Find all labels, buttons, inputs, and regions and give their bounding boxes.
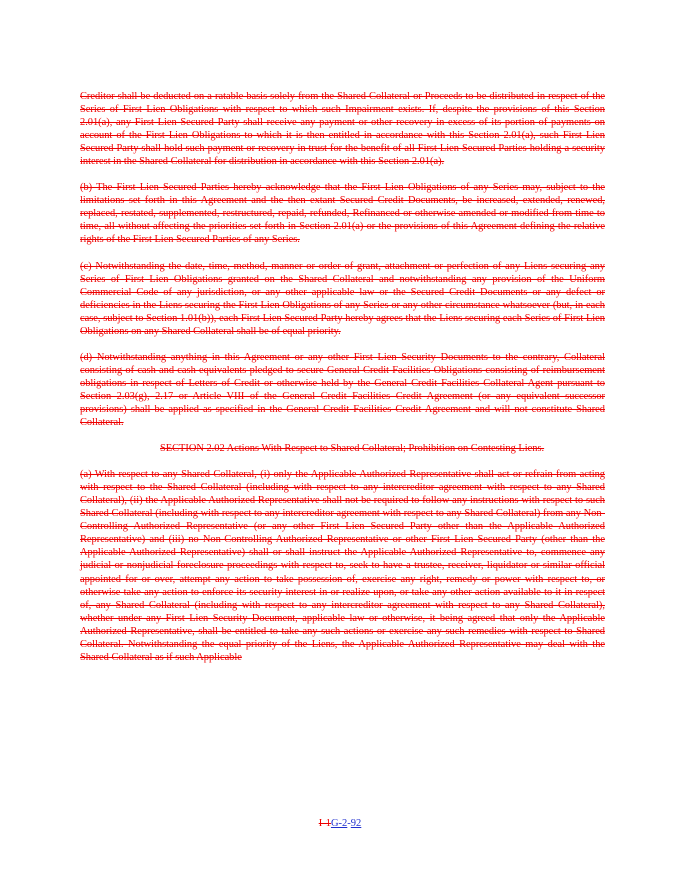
paragraph-c: (c) Notwithstanding the date, time, method, manner or order of grant, attachment or perfection of any Liens securing any Series of First Lien Obligations granted on the Shared Collateral and notwithstanding any provision of the Uniform Commercial Code of any jurisdiction, or any other applicable law or the Secured Credit Documents or any defect or deficiencies in the Liens securing the First Lien Obligations of any Series or any other circumstance whatsoever (but, in each case, subject to Section 1.01(b)), each First Lien Secured Party hereby agrees that the Liens securing each Series of First Lien Obligations on any Shared Collateral shall be of equal priority. — [80, 260, 605, 337]
footer-inserted-number: G-2 — [330, 818, 348, 829]
paragraph-b: (b) The First Lien Secured Parties hereby acknowledge that the First Lien Obligations of any Series may, subject to the limitations set forth in this Agreement and the then extant Secured Credit Documents, be increased, extended, renewed, replaced, restated, supplemented, restructured, repaid, refunded, Refinanced or otherwise amended or modified from time to time, all without affecting the priorities set forth in Section 2.01(a) or the provisions of this Agreement defining the relative rights of the First Lien Secured Parties of any Series. — [80, 182, 605, 246]
footer-page-number: 92 — [350, 818, 362, 829]
paragraph-section-a: (a) With respect to any Shared Collateral, (i) only the Applicable Authorized Representative shall act or refrain from acting with respect to the Shared Collateral (including with respect to any intercreditor agreement with respect to any Shared Collateral), (ii) the Applicable Authorized Representative shall not be required to follow any instructions with respect to such Shared Collateral (including with respect to any intercreditor agreement with respect to any Shared Collateral) from any Non-Controlling Authorized Representative (or any other First Lien Secured Party other than the Applicable Authorized Representative) and (iii) no Non-Controlling Authorized Representative or other First Lien Secured Party (other than the Applicable Authorized Representative) shall or shall instruct the Applicable Authorized Representative to, commence any judicial or nonjudicial foreclosure proceedings with respect to, seek to have a trustee, receiver, liquidator or similar official appointed for or over, attempt any action to take possession of, exercise any right, remedy or power with respect to, or otherwise take any action to enforce its security interest in or realize upon, or take any other action available to it in respect of, any Shared Collateral (including with respect to any intercreditor agreement with respect to any Shared Collateral), whether under any First Lien Security Document, applicable law or otherwise, it being agreed that only the Applicable Authorized Representative, shall be entitled to take any such actions or exercise any such remedies with respect to Shared Collateral. Notwithstanding the equal priority of the Liens, the Applicable Authorized Representative may deal with the Shared Collateral as if such Applicable — [80, 469, 605, 663]
section-heading: SECTION 2.02 Actions With Respect to Shared Collateral; Prohibition on Contesting Liens. — [160, 443, 545, 455]
footer-deleted-number: I-1 — [318, 818, 331, 829]
document-body — [80, 90, 605, 677]
footer-separator: - — [347, 818, 351, 829]
paragraph-d: (d) Notwithstanding anything in this Agreement or any other First Lien Security Documents to the contrary, Collateral consisting of cash and cash equivalents pledged to secure General Credit Facilities Obligations consisting of reimbursement obligations in respect of Letters of Credit or otherwise held by the General Credit Facilities Collateral Agent pursuant to Section 2.03(g), 2.17 or Article VIII of the General Credit Facilities Credit Agreement (or any equivalent successor provisions) shall be applied as specified in the General Credit Facilities Credit Agreement and will not constitute Shared Collateral. — [80, 351, 605, 429]
page-footer — [0, 817, 680, 830]
paragraph-continuation: Creditor shall be deducted on a ratable basis solely from the Shared Collateral or Proceeds to be distributed in respect of the Series of First Lien Obligations with respect to which such Impairment exists. If, despite the provisions of this Section 2.01(a), any First Lien Secured Party shall receive any payment or other recovery in excess of its portion of payments on account of the First Lien Obligations to which it is then entitled in accordance with this Section 2.01(a), such First Lien Secured Party shall hold such payment or recovery in trust for the benefit of all First Lien Secured Parties holding a security interest in the Shared Collateral for distribution in accordance with this Section 2.01(a). — [80, 91, 605, 168]
